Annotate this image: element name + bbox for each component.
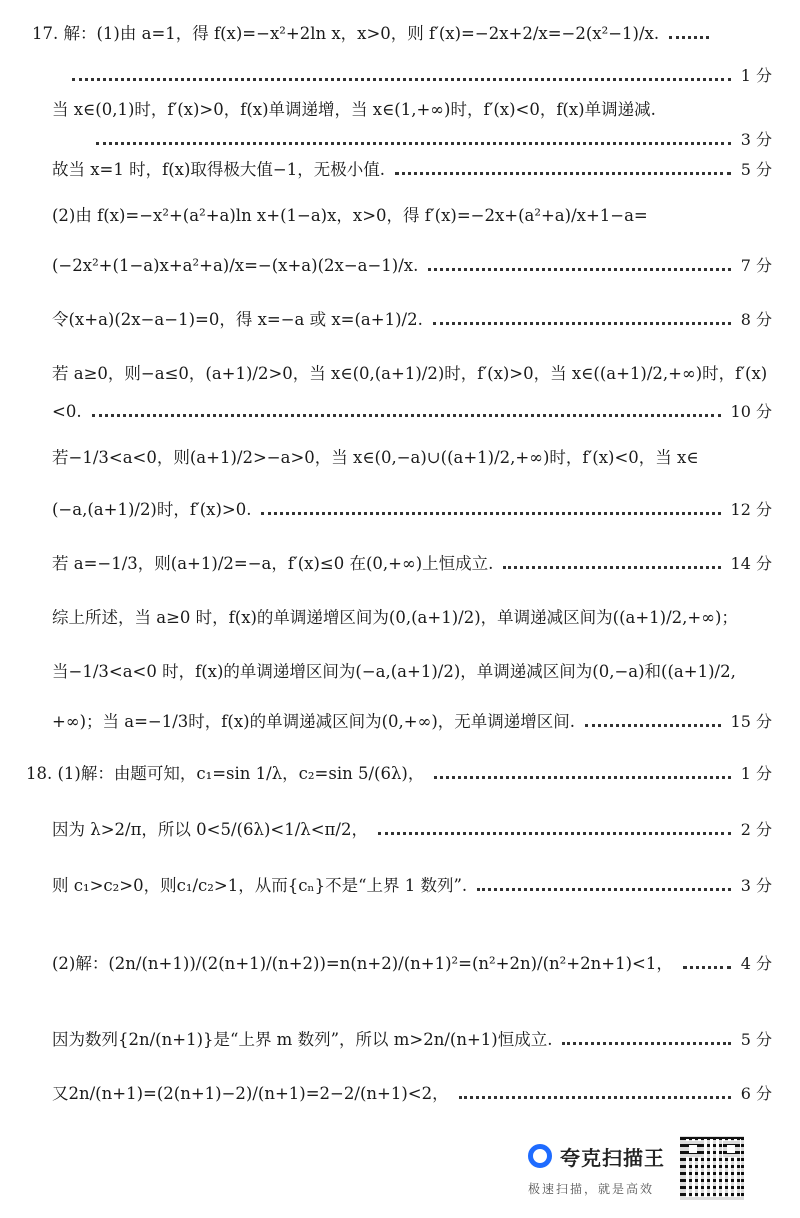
answer-line: [52, 402, 800, 422]
answer-line: [52, 256, 800, 276]
answer-line: [52, 712, 800, 732]
leader-dots: [562, 1042, 730, 1045]
score-label: 5 分: [740, 1030, 772, 1050]
leader-dots: [378, 832, 731, 835]
line-text: 17. 解：(1)由 a=1，得 f(x)=−x²+2ln x，x>0，则 f′(x)=−2x+2/x=−2(x²−1)/x.: [32, 24, 660, 43]
score-label: 3 分: [740, 130, 772, 149]
answer-line: [52, 1084, 800, 1104]
score-label: 4 分: [740, 954, 772, 974]
line-text: (−2x²+(1−a)x+a²+a)/x=−(x+a)(2x−a−1)/x.: [52, 256, 419, 275]
line-text: 故当 x=1 时，f(x)取得极大值−1，无极小值.: [52, 160, 385, 179]
line-text: (2)由 f(x)=−x²+(a²+a)ln x+(1−a)x，x>0，得 f′(x)=−2x+(a²+a)/x+1−a=: [52, 206, 648, 225]
leader-dots: [428, 268, 730, 271]
answer-line: [52, 954, 800, 974]
score-label: 2 分: [740, 820, 772, 840]
answer-line: [52, 554, 800, 574]
brand-name: 夸克扫描王: [560, 1146, 665, 1170]
score-label: 1 分: [740, 764, 772, 784]
answer-line: [62, 66, 800, 85]
score-label: 14 分: [730, 554, 772, 574]
answer-line: [52, 206, 800, 226]
answer-line: [52, 500, 800, 520]
answer-line: [52, 1030, 800, 1050]
line-text: 18. (1)解：由题可知，c₁=sin 1/λ，c₂=sin 5/(6λ)，: [26, 764, 425, 783]
leader-dots: [92, 414, 721, 417]
score-label: 7 分: [740, 256, 772, 276]
leader-dots: [585, 724, 721, 727]
score-label: 5 分: [740, 160, 772, 180]
line-text: 则 c₁>c₂>0，则c₁/c₂>1，从而{cₙ}不是“上界 1 数列”.: [52, 876, 468, 895]
score-label: 15 分: [730, 712, 772, 732]
answer-line: [52, 160, 800, 180]
line-text: +∞)；当 a=−1/3时，f(x)的单调递减区间为(0,+∞)，无单调递增区间.: [52, 712, 576, 731]
score-label: 1 分: [740, 66, 772, 85]
line-text: 若 a≥0，则−a≤0，(a+1)/2>0，当 x∈(0,(a+1)/2)时，f′(x)>0，当 x∈((a+1)/2,+∞)时，f′(x): [52, 364, 768, 383]
score-label: 8 分: [740, 310, 772, 330]
brand-slogan: 极速扫描，就是高效: [528, 1182, 655, 1196]
score-label: 6 分: [740, 1084, 772, 1104]
answer-line: [86, 130, 800, 149]
leader-dots: [434, 776, 730, 779]
line-text: 又2n/(n+1)=(2(n+1)−2)/(n+1)=2−2/(n+1)<2，: [52, 1084, 449, 1103]
line-text: 综上所述，当 a≥0 时，f(x)的单调递增区间为(0,(a+1)/2)，单调递减区间为((a+1)/2,+∞)；: [52, 608, 738, 627]
answer-line: [52, 100, 800, 120]
line-text: 若 a=−1/3，则(a+1)/2=−a，f′(x)≤0 在(0,+∞)上恒成立.: [52, 554, 494, 573]
leader-dots: [395, 172, 731, 175]
line-text: (−a,(a+1)/2)时，f′(x)>0.: [52, 500, 252, 519]
answer-line: [52, 310, 800, 330]
leader-dots: [72, 78, 731, 81]
answer-line: [52, 820, 800, 840]
leader-dots: [669, 36, 709, 39]
answer-line: [52, 448, 800, 468]
line-text: <0.: [52, 402, 82, 421]
line-text: 若−1/3<a<0，则(a+1)/2>−a>0，当 x∈(0,−a)∪((a+1)/2,+∞)时，f′(x)<0，当 x∈: [52, 448, 699, 467]
leader-dots: [477, 888, 731, 891]
line-text: (2)解：(2n/(n+1))/(2(n+1)/(n+2))=n(n+2)/(n+1)²=(n²+2n)/(n²+2n+1)<1，: [52, 954, 673, 973]
leader-dots: [683, 966, 731, 969]
line-text: 当 x∈(0,1)时，f′(x)>0，f(x)单调递增，当 x∈(1,+∞)时，f′(x)<0，f(x)单调递减.: [52, 100, 656, 119]
scanner-watermark: [520, 1128, 770, 1208]
line-text: 当−1/3<a<0 时，f(x)的单调递增区间为(−a,(a+1)/2)，单调递减区间为(0,−a)和((a+1)/2,: [52, 662, 736, 681]
leader-dots: [261, 512, 720, 515]
leader-dots: [433, 322, 731, 325]
leader-dots: [503, 566, 720, 569]
line-text: 因为数列{2n/(n+1)}是“上界 m 数列”，所以 m>2n/(n+1)恒成立.: [52, 1030, 553, 1049]
qr-code-pattern: [680, 1136, 744, 1200]
line-text: 令(x+a)(2x−a−1)=0，得 x=−a 或 x=(a+1)/2.: [52, 310, 423, 329]
score-label: 10 分: [730, 402, 772, 422]
answer-line: [26, 764, 800, 784]
answer-line: [52, 608, 800, 628]
leader-dots: [96, 142, 731, 145]
score-label: 12 分: [730, 500, 772, 520]
leader-dots: [459, 1096, 731, 1099]
answer-line: [52, 876, 800, 896]
line-text: 因为 λ>2/π，所以 0<5/(6λ)<1/λ<π/2，: [52, 820, 368, 839]
score-label: 3 分: [740, 876, 772, 896]
quark-logo-icon: [528, 1144, 552, 1168]
answer-line: [52, 364, 800, 384]
answer-line: [52, 662, 800, 682]
answer-line: [32, 24, 800, 44]
